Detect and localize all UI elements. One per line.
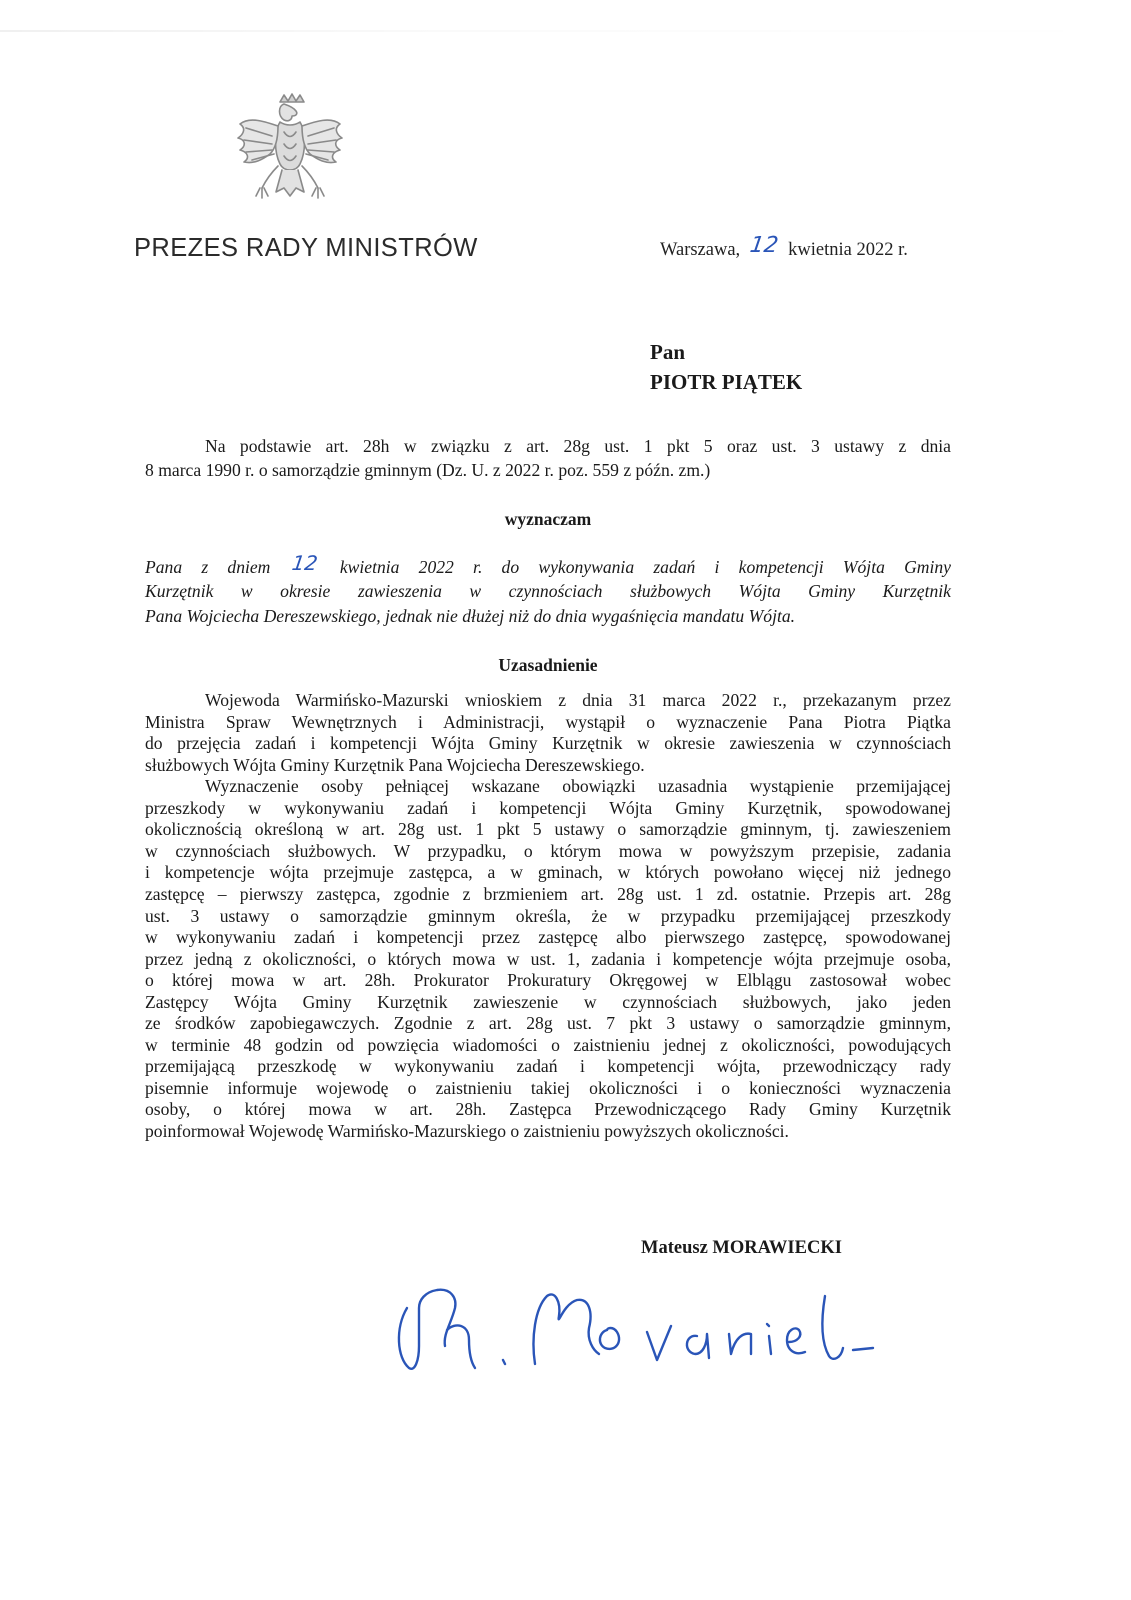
date-day-handwritten: 12 — [748, 233, 780, 258]
justification-line: przeszkody w wykonywaniu zadań i kompetencji Wójta Gminy Kurzętnik, spowodowanej — [145, 797, 951, 818]
justification-line: o której mowa w art. 28h. Prokurator Prokuratury Okręgowej w Elblągu zastosował wobec — [145, 970, 951, 991]
justification-line: ust. 3 ustawy o samorządzie gminnym określa, że w przypadku przemijającej przeszkody — [145, 905, 951, 926]
justification-line: i kompetencje wójta przejmuje zastępca, a w gminach, w których powołano więcej niż jednego — [145, 862, 951, 883]
justification-line: zastępcę – pierwszy zastępca, zgodnie z brzmieniem art. 28g ust. 1 zd. ostatnie. Przepis art. 28g — [145, 883, 951, 904]
justification-line: poinformował Wojewodę Warmińsko-Mazurskiego o zaistnieniu powyższych okoliczności. — [145, 1121, 789, 1141]
decision-suffix: kwietnia 2022 r. do wykonywania zadań i kompetencji Wójta Gminy — [339, 557, 951, 577]
justification-line: Wojewoda Warmińsko-Mazurski wnioskiem z dnia 31 marca 2022 r., przekazanym przez — [205, 690, 951, 710]
signer-name: Mateusz MORAWIECKI — [641, 1238, 842, 1258]
intro-line: Na podstawie art. 28h w związku z art. 28g ust. 1 pkt 5 oraz ust. 3 ustawy z dnia — [205, 436, 951, 456]
justification-line: Zastępcy Wójta Gminy Kurzętnik zawieszenie w czynnościach służbowych, jako jeden — [145, 991, 951, 1012]
justification-line: przez jedną z okoliczności, o których mowa w ust. 1, zadania i kompetencje wójta przejmuje osoba, — [145, 948, 951, 969]
justification-line: Ministra Spraw Wewnętrznych i Administracji, wystąpił o wyznaczenie Pana Piotra Piątka — [145, 711, 951, 732]
eagle-emblem-icon — [232, 92, 348, 216]
decision-line: Kurzętnik w okresie zawieszenia w czynnościach służbowych Wójta Gminy Kurzętnik — [145, 581, 951, 601]
decision-day-handwritten: 12 — [290, 551, 320, 575]
justification-line: w terminie 48 godzin od powzięcia wiadomości o zaistnieniu jednej z okoliczności, powodujących — [145, 1034, 951, 1055]
justification-line: przemijającą przeszkodę w wykonywaniu zadań i kompetencji wójta, przewodniczący rady — [145, 1056, 951, 1077]
justification-line: służbowych Wójta Gminy Kurzętnik Pana Wojciecha Dereszewskiego. — [145, 754, 645, 775]
recipient-salutation: Pan — [650, 340, 686, 364]
decision-line: Pana Wojciecha Dereszewskiego, jednak nie dłużej niż do dnia wygaśnięcia mandatu Wójta. — [145, 606, 796, 626]
decision-prefix: Pana z dniem — [145, 557, 271, 577]
signature-icon — [385, 1268, 925, 1398]
justification-line: osoby, o której mowa w art. 28h. Zastępca Przewodniczącego Rady Gminy Kurzętnik — [145, 1099, 951, 1120]
justification-line: do przejęcia zadań i kompetencji Wójta Gminy Kurzętnik w okresie zawieszenia w czynnościach — [145, 733, 951, 754]
office-title: PREZES RADY MINISTRÓW — [134, 234, 478, 262]
justification-line: ze środków zapobiegawczych. Zgodnie z art. 28g ust. 7 pkt 3 ustawy o samorządzie gminnym, — [145, 1013, 951, 1034]
justification-heading: Uzasadnienie — [498, 655, 598, 675]
date-line — [660, 233, 908, 261]
scan-edge — [0, 30, 1131, 32]
justification-line: okolicznością określoną w art. 28g ust. 1 pkt 5 ustawy o samorządzie gminnym, tj. zawieszeniem — [145, 819, 951, 840]
date-month-year: kwietnia 2022 r. — [788, 240, 908, 260]
intro-line: 8 marca 1990 r. o samorządzie gminnym (Dz. U. z 2022 r. poz. 559 z późn. zm.) — [145, 460, 711, 480]
decision-heading: wyznaczam — [504, 509, 592, 529]
justification-line: pisemnie informuje wojewodę o zaistnieniu takiej okoliczności i o konieczności wyznaczenia — [145, 1077, 951, 1098]
justification-line: Wyznaczenie osoby pełniącej wskazane obowiązki uzasadnia wystąpienie przemijającej — [205, 776, 951, 797]
justification-line: w czynnościach służbowych. W przypadku, o którym mowa w powyższym przepisie, zadania — [145, 840, 951, 861]
recipient-name: PIOTR PIĄTEK — [650, 370, 803, 394]
place-name: Warszawa, — [660, 240, 741, 260]
decision-line — [145, 551, 951, 578]
justification-line: w wykonywaniu zadań i kompetencji przez zastępcę albo pierwszego zastępcę, spowodowanej — [145, 927, 951, 948]
